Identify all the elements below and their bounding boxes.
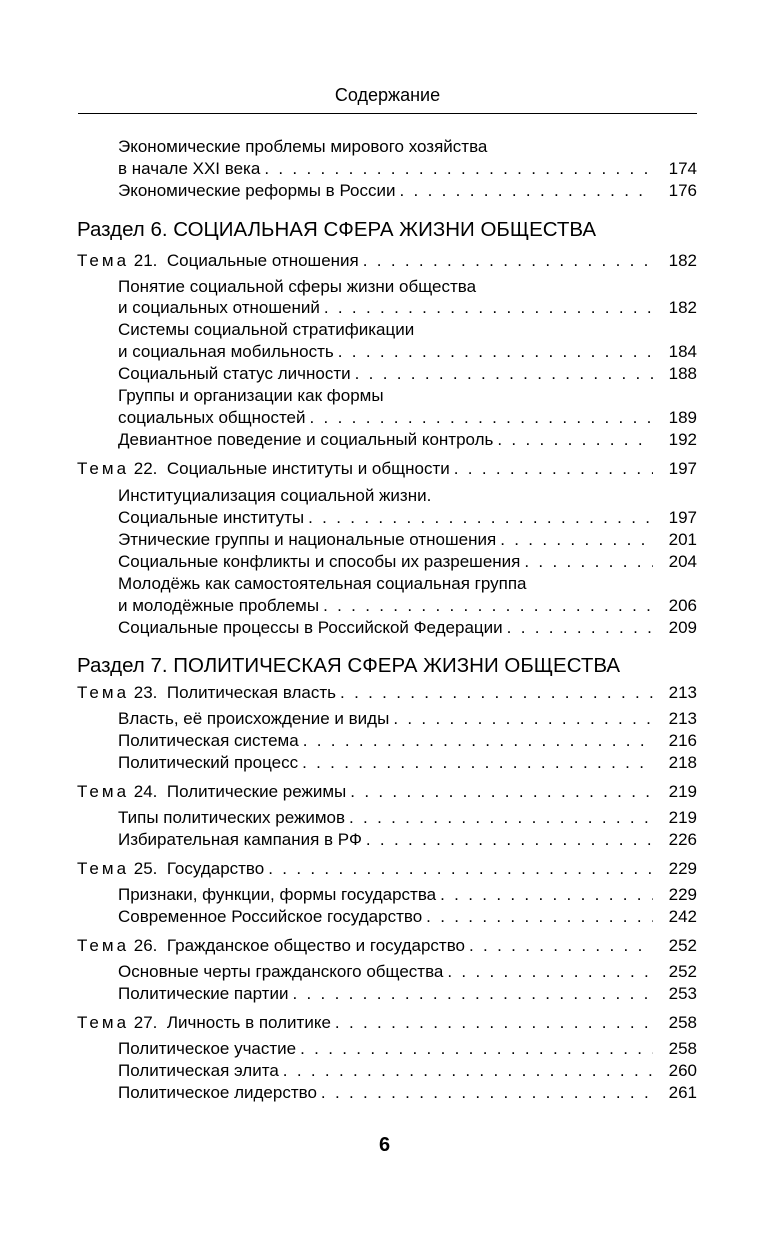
toc-entry[interactable]: Признаки, функции, формы государства . . . 229 xyxy=(118,884,697,906)
page-number: 6 xyxy=(378,1134,391,1156)
toc-entry-line1: Молодёжь как самостоятельная социальная группа xyxy=(118,574,527,593)
section-heading: Раздел 7. ПОЛИТИЧЕСКАЯ СФЕРА ЖИЗНИ ОБЩЕСТВА xyxy=(77,654,621,677)
toc-entry[interactable]: Политическая элита . . . 260 xyxy=(118,1060,697,1082)
toc-entry[interactable]: и молодёжные проблемы . . . 206 xyxy=(118,595,697,617)
topic-entry[interactable]: Тема 23. Политическая власть . . . 213 xyxy=(77,682,697,704)
topic-entry[interactable]: Тема 26. Гражданское общество и государство . . . 252 xyxy=(77,935,697,957)
toc-entry-line1: Экономические проблемы мирового хозяйства xyxy=(118,137,488,156)
toc-entry[interactable]: Социальные конфликты и способы их разрешения . . . 204 xyxy=(118,551,697,573)
toc-entry[interactable]: Политическое участие . . . 258 xyxy=(118,1038,697,1060)
topic-entry[interactable]: Тема 24. Политические режимы . . . 219 xyxy=(77,781,697,803)
toc-entry[interactable]: Избирательная кампания в РФ . . . 226 xyxy=(118,829,697,851)
toc-entry-line1: Группы и организации как формы xyxy=(118,386,384,405)
toc-entry-line1: Понятие социальной сферы жизни общества xyxy=(118,277,477,296)
toc-entry-line1: Институциализация социальной жизни. xyxy=(118,486,432,505)
topic-entry[interactable]: Тема 25. Государство . . . 229 xyxy=(77,858,697,880)
toc-entry[interactable]: и социальная мобильность . . . 184 xyxy=(118,341,697,363)
section-heading: Раздел 6. СОЦИАЛЬНАЯ СФЕРА ЖИЗНИ ОБЩЕСТВА xyxy=(77,218,597,241)
toc-entry[interactable]: Политические партии . . . 253 xyxy=(118,983,697,1005)
toc-entry[interactable]: Политический процесс . . . 218 xyxy=(118,752,697,774)
toc-entry[interactable]: Политическое лидерство . . . 261 xyxy=(118,1082,697,1104)
toc-entry[interactable]: Политическая система . . . 216 xyxy=(118,730,697,752)
topic-entry[interactable]: Тема 21. Социальные отношения . . . 182 xyxy=(77,250,697,272)
topic-entry[interactable]: Тема 22. Социальные институты и общности . . . 197 xyxy=(77,458,697,480)
toc-entry[interactable]: Власть, её происхождение и виды . . . 213 xyxy=(118,708,697,730)
toc-entry[interactable]: Социальные институты . . . 197 xyxy=(118,507,697,529)
toc-entry[interactable]: Современное Российское государство . . . 242 xyxy=(118,906,697,928)
toc-entry[interactable]: Экономические реформы в России . . . 176 xyxy=(118,180,697,202)
toc-entry[interactable]: Девиантное поведение и социальный контроль . . . 192 xyxy=(118,429,697,451)
toc-entry[interactable]: в начале XXI века . . . 174 xyxy=(118,158,697,180)
topic-entry[interactable]: Тема 27. Личность в политике . . . 258 xyxy=(77,1012,697,1034)
toc-entry[interactable]: Этнические группы и национальные отношения . . . 201 xyxy=(118,529,697,551)
running-header: Содержание xyxy=(334,85,441,105)
toc-entry[interactable]: Основные черты гражданского общества . . . 252 xyxy=(118,961,697,983)
toc-entry[interactable]: и социальных отношений . . . 182 xyxy=(118,297,697,319)
toc-entry[interactable]: Социальные процессы в Российской Федерации . . . 209 xyxy=(118,617,697,639)
toc-entry[interactable]: Социальный статус личности . . . 188 xyxy=(118,363,697,385)
toc-entry[interactable]: Типы политических режимов . . . 219 xyxy=(118,807,697,829)
toc-entry-line1: Системы социальной стратификации xyxy=(118,320,415,339)
toc-entry[interactable]: социальных общностей . . . 189 xyxy=(118,407,697,429)
